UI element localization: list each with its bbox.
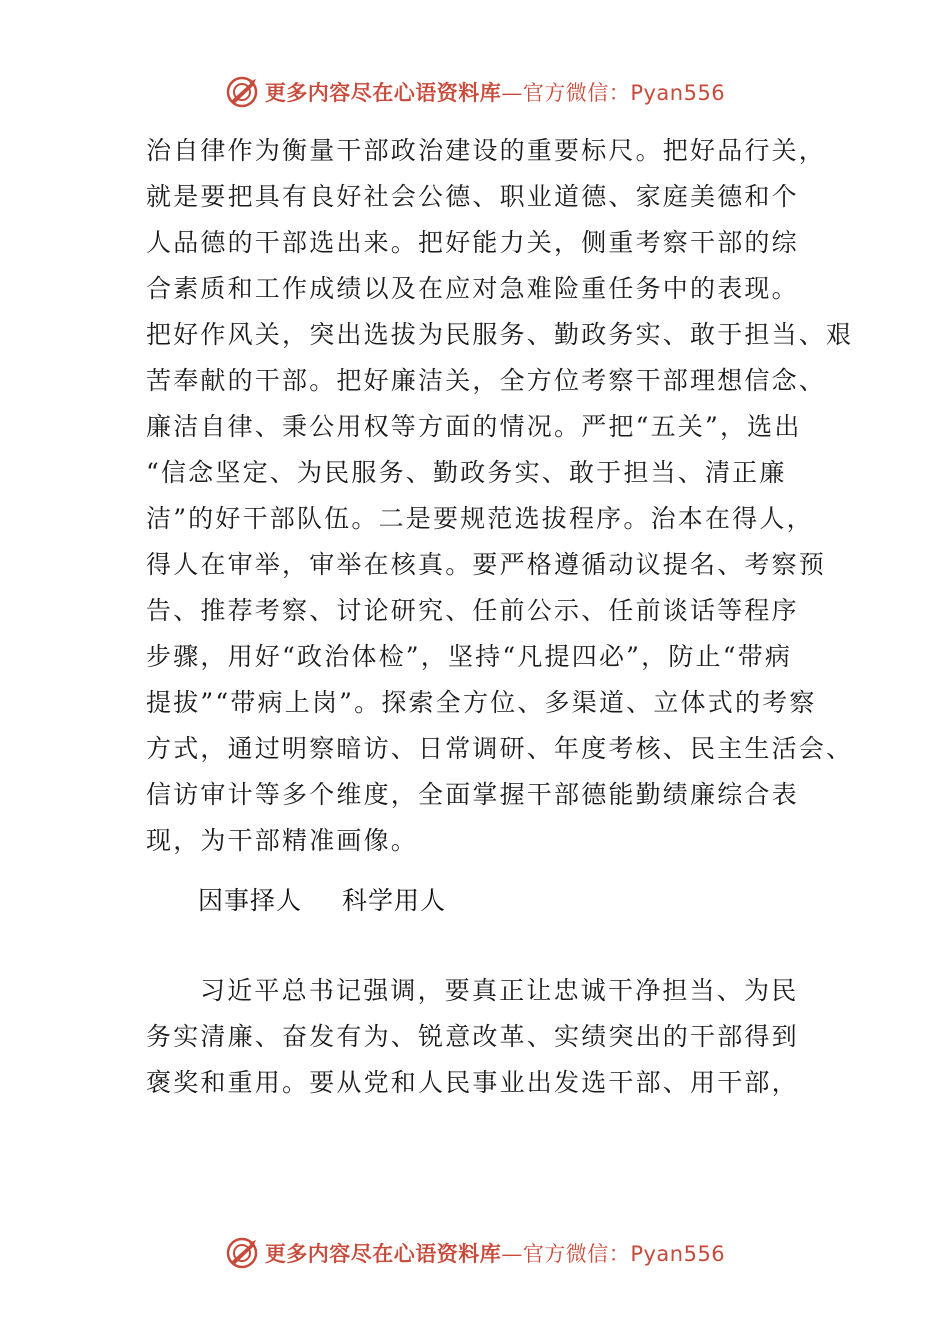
watermark-main: 更多内容尽在心语资料库	[264, 80, 502, 105]
watermark-suffix: 官方微信：	[522, 81, 631, 105]
text-line: 得人在审举，审举在核真。要严格遵循动议提名、考察预	[146, 550, 827, 579]
section-heading	[198, 878, 446, 924]
footer-watermark	[0, 1233, 950, 1273]
watermark-separator: —	[501, 81, 523, 105]
text-line: 方式，通过明察暗访、日常调研、年度考核、民主生活会、	[146, 734, 854, 763]
watermark-main: 更多内容尽在心语资料库	[264, 1241, 502, 1266]
body-paragraph-2	[146, 968, 826, 1106]
text-line: 信访审计等多个维度，全面掌握干部德能勤绩廉综合表	[146, 780, 799, 809]
text-line: 人品德的干部选出来。把好能力关，侧重考察干部的综	[146, 228, 799, 257]
text-line: 合素质和工作成绩以及在应对急难险重任务中的表现。	[146, 274, 799, 303]
watermark-wechat-id: Pyan556	[630, 81, 726, 105]
text-line: 步骤，用好“政治体检”，坚持“凡提四必”，防止“带病	[146, 642, 793, 671]
text-line: 现，为干部精准画像。	[146, 826, 419, 855]
watermark-wechat-id: Pyan556	[630, 1242, 726, 1266]
watermark-separator: —	[501, 1242, 523, 1266]
text-line: 洁”的好干部队伍。二是要规范选拔程序。治本在得人，	[146, 504, 814, 533]
text-line: 廉洁自律、秉公用权等方面的情况。严把“五关”，选出	[146, 412, 802, 441]
text-line: 务实清廉、奋发有为、锐意改革、实绩突出的干部得到	[146, 1022, 799, 1051]
text-line: 褒奖和重用。要从党和人民事业出发选干部、用干部，	[146, 1068, 799, 1097]
text-line: 就是要把具有良好社会公德、职业道德、家庭美德和个	[146, 182, 799, 211]
watermark-text	[265, 77, 725, 107]
logo-icon	[225, 1236, 259, 1270]
body-paragraph-1	[146, 128, 854, 864]
header-watermark	[0, 72, 950, 112]
text-line: “信念坚定、为民服务、勤政务实、敢于担当、清正廉	[146, 458, 787, 487]
heading-part-2: 科学用人	[342, 886, 447, 915]
heading-part-1: 因事择人	[198, 886, 303, 915]
logo-icon	[225, 75, 259, 109]
watermark-suffix: 官方微信：	[522, 1242, 631, 1266]
text-line: 苦奉献的干部。把好廉洁关，全方位考察干部理想信念、	[146, 366, 827, 395]
text-line: 治自律作为衡量干部政治建设的重要标尺。把好品行关，	[146, 136, 827, 165]
text-line: 习近平总书记强调，要真正让忠诚干净担当、为民	[200, 976, 799, 1005]
text-line: 告、推荐考察、讨论研究、任前公示、任前谈话等程序	[146, 596, 799, 625]
text-line: 把好作风关，突出选拔为民服务、勤政务实、敢于担当、艰	[146, 320, 854, 349]
text-line: 提拔”“带病上岗”。探索全方位、多渠道、立体式的考察	[146, 688, 817, 717]
watermark-text	[265, 1238, 725, 1268]
